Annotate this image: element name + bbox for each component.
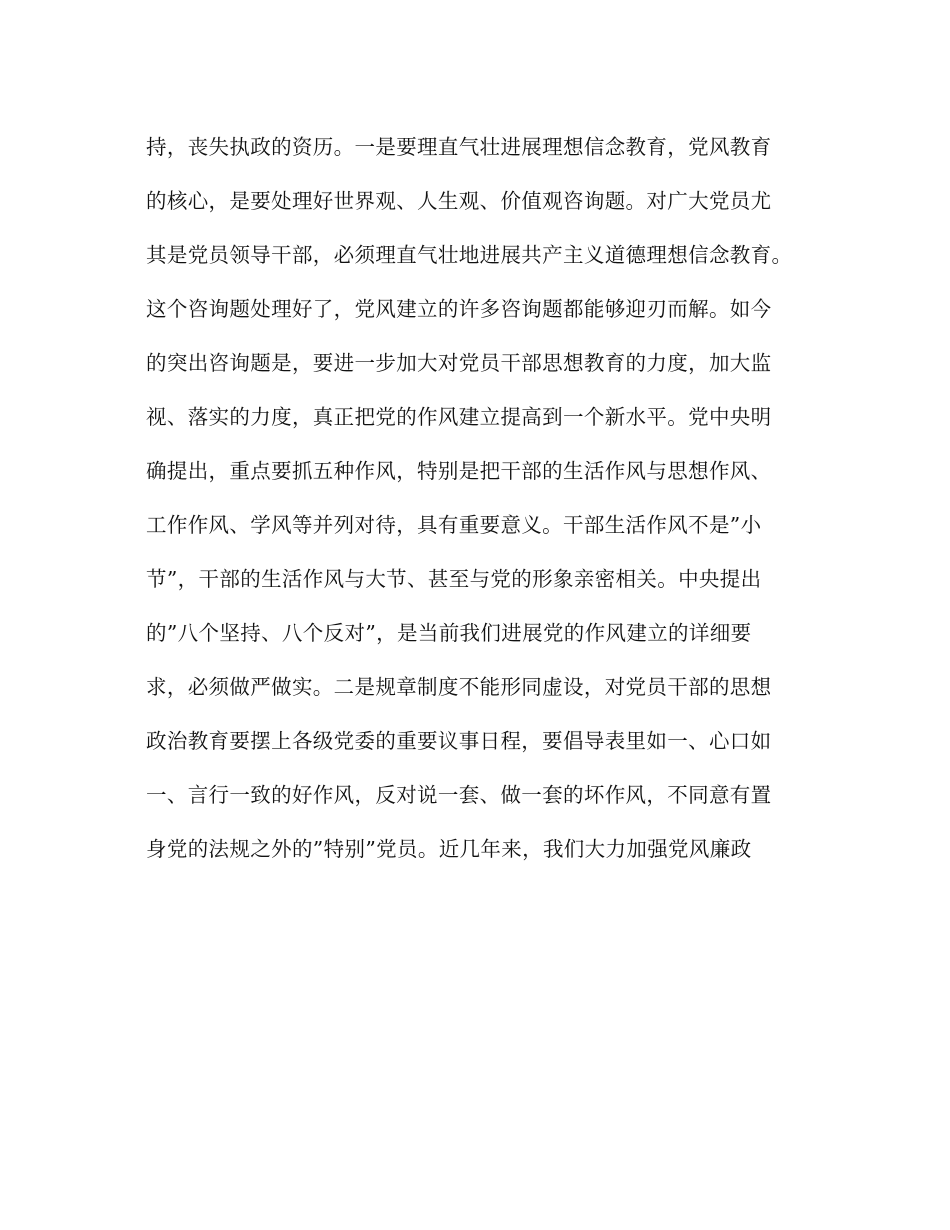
text-line-11: 求，必须做严做实。二是规章制度不能形同虚设，对党员干部的思想 — [146, 675, 772, 699]
text-line-3: 其是党员领导干部，必须理直气壮地进展共产主义道德理想信念教育。 — [146, 243, 793, 267]
text-line-7: 确提出，重点要抓五种作风，特别是把干部的生活作风与思想作风、 — [146, 459, 772, 483]
text-line-10: 的”八个坚持、八个反对”，是当前我们进展党的作风建立的详细要 — [146, 621, 752, 645]
body-text — [146, 120, 826, 876]
text-line-8: 工作作风、学风等并列对待，具有重要意义。干部生活作风不是”小 — [146, 513, 762, 537]
text-line-14: 身党的法规之外的”特别”党员。近几年来，我们大力加强党风廉政 — [146, 837, 752, 861]
text-line-13: 一、言行一致的好作风，反对说一套、做一套的坏作风，不同意有置 — [146, 783, 772, 807]
text-line-6: 视、落实的力度，真正把党的作风建立提高到一个新水平。党中央明 — [146, 405, 772, 429]
text-line-4: 这个咨询题处理好了，党风建立的许多咨询题都能够迎刃而解。如今 — [146, 297, 772, 321]
text-line-9: 节”，干部的生活作风与大节、甚至与党的形象亲密相关。中央提出 — [146, 567, 762, 591]
text-line-12: 政治教育要摆上各级党委的重要议事日程，要倡导表里如一、心口如 — [146, 729, 772, 753]
text-line-2: 的核心，是要处理好世界观、人生观、价值观咨询题。对广大党员尤 — [146, 189, 772, 213]
text-line-1: 持，丧失执政的资历。一是要理直气壮进展理想信念教育，党风教育 — [146, 135, 772, 159]
text-line-5: 的突出咨询题是，要进一步加大对党员干部思想教育的力度，加大监 — [146, 351, 772, 375]
